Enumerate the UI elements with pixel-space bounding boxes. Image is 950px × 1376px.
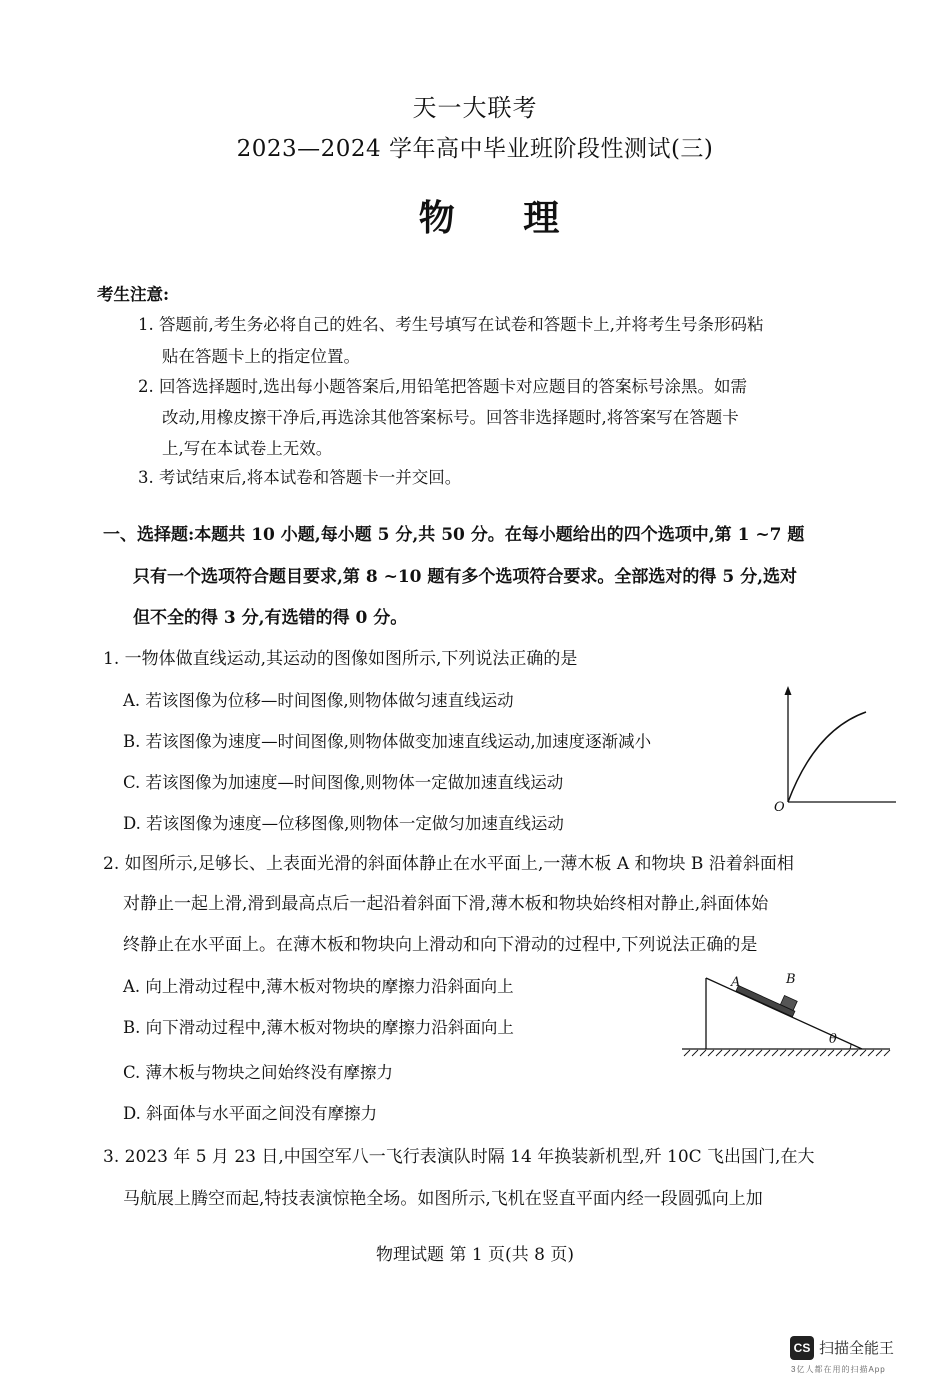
label-a: A — [731, 975, 741, 990]
question-2-stem: 对静止一起上滑,滑到最高点后一起沿着斜面下滑,薄木板和物块始终相对静止,斜面体始 — [123, 894, 769, 914]
question-1-graph — [770, 680, 900, 815]
question-1-option-b: B. 若该图像为速度—时间图像,则物体做变加速直线运动,加速度逐渐减小 — [123, 732, 652, 751]
question-3-stem: 马航展上腾空而起,特技表演惊艳全场。如图所示,飞机在竖直平面内经一段圆弧向上加 — [123, 1189, 763, 1209]
exam-org: 天一大联考 — [412, 94, 538, 122]
incline-slope — [706, 978, 862, 1049]
notice-line: 3. 考试结束后,将本试卷和答题卡一并交回。 — [138, 468, 462, 487]
question-3-stem: 3. 2023 年 5 月 23 日,中国空军八一飞行表演队时隔 14 年换装新机型,歼 10C 飞出国门,在大 — [103, 1147, 815, 1167]
question-2-option-c: C. 薄木板与物块之间始终没有摩擦力 — [123, 1063, 394, 1082]
notice-line: 上,写在本试卷上无效。 — [162, 439, 333, 458]
notice-line: 改动,用橡皮擦干净后,再选涂其他答案标号。回答非选择题时,将答案写在答题卡 — [162, 408, 739, 427]
question-2-option-d: D. 斜面体与水平面之间没有摩擦力 — [123, 1104, 378, 1123]
ground-hatch — [684, 1050, 890, 1056]
question-2-option-b: B. 向下滑动过程中,薄木板对物块的摩擦力沿斜面向上 — [123, 1018, 514, 1037]
label-theta: θ — [829, 1032, 837, 1047]
camscanner-logo-icon: CS — [790, 1336, 814, 1360]
question-1-option-d: D. 若该图像为速度—位移图像,则物体一定做匀加速直线运动 — [123, 814, 564, 833]
question-1-stem: 1. 一物体做直线运动,其运动的图像如图所示,下列说法正确的是 — [103, 649, 578, 669]
page-footer: 物理试题 第 1 页(共 8 页) — [376, 1245, 574, 1265]
camscanner-tagline: 3亿人都在用的扫描App — [791, 1365, 886, 1374]
label-b: B — [786, 972, 796, 987]
section-instructions: 只有一个选项符合题目要求,第 8 ~10 题有多个选项符合要求。全部选对的得 5 分,选对 — [133, 567, 797, 587]
camscanner-name: 扫描全能王 — [819, 1340, 895, 1357]
section-instructions: 一、选择题:本题共 10 小题,每小题 5 分,共 50 分。在每小题给出的四个选项中,第 1 ~7 题 — [103, 525, 805, 545]
curve — [788, 712, 866, 802]
question-1-option-a: A. 若该图像为位移—时间图像,则物体做匀速直线运动 — [123, 691, 514, 710]
question-2-option-a: A. 向上滑动过程中,薄木板对物块的摩擦力沿斜面向上 — [123, 977, 514, 996]
question-2-stem: 终静止在水平面上。在薄木板和物块向上滑动和向下滑动的过程中,下列说法正确的是 — [123, 935, 758, 955]
question-2-stem: 2. 如图所示,足够长、上表面光滑的斜面体静止在水平面上,一薄木板 A 和物块 B 沿着斜面相 — [103, 854, 794, 874]
graph-origin-label: O — [774, 800, 785, 815]
notice-line: 1. 答题前,考生务必将自己的姓名、考生号填写在试卷和答题卡上,并将考生号条形码粘 — [138, 315, 764, 334]
section-instructions: 但不全的得 3 分,有选错的得 0 分。 — [133, 608, 408, 628]
notice-line: 2. 回答选择题时,选出每小题答案后,用铅笔把答题卡对应题目的答案标号涂黑。如需 — [138, 377, 747, 396]
question-1-option-c: C. 若该图像为加速度—时间图像,则物体一定做加速直线运动 — [123, 773, 564, 792]
angle-arc — [850, 1044, 851, 1049]
notice-line: 贴在答题卡上的指定位置。 — [162, 347, 360, 366]
exam-title: 2023—2024 学年高中毕业班阶段性测试(三) — [236, 136, 714, 162]
notice-title: 考生注意: — [97, 285, 170, 304]
subject-title: 物 理 — [418, 197, 588, 239]
y-axis-arrow — [785, 686, 792, 695]
